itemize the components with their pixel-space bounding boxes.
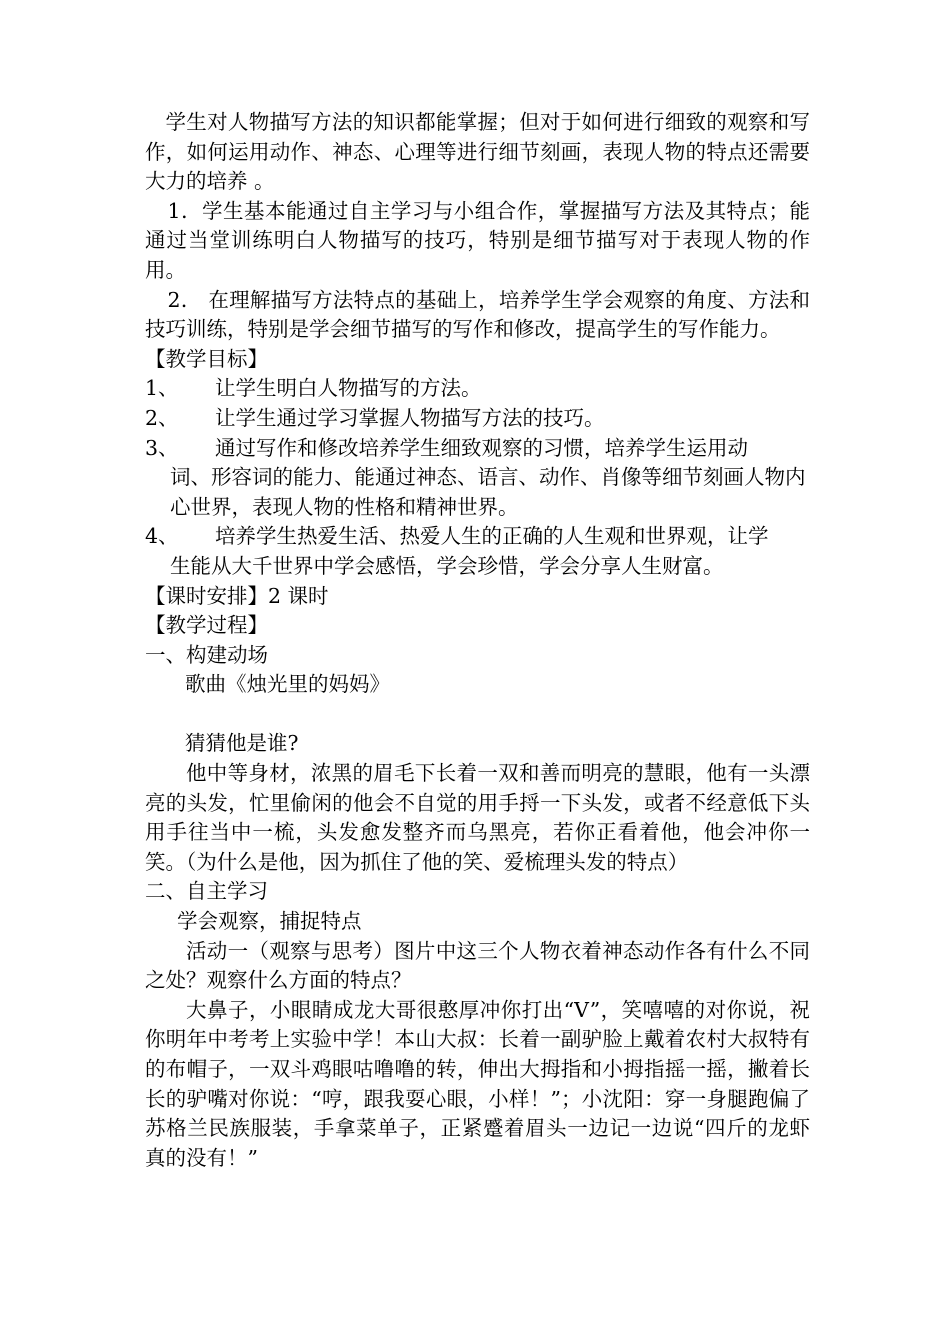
process-heading: 【教学过程】 — [145, 613, 268, 638]
objective-text: 让学生明白人物描写的方法。 — [215, 376, 482, 401]
section-2-title: 二、自主学习 — [145, 879, 268, 904]
objectives-heading: 【教学目标】 — [145, 346, 268, 371]
point-2-paragraph: 2． 在理解描写方法特点的基础上，培养学生学会观察的角度、方法和技巧训练，特别是学会细节描写的写作和修改，提高学生的写作能力。 — [145, 287, 810, 342]
objective-number: 4、 — [145, 524, 179, 549]
objective-item-4 — [145, 522, 810, 581]
guess-description-paragraph: 他中等身材，浓黑的眉毛下长着一双和善而明亮的慧眼，他有一头漂亮的头发，忙里偷闲的他会不自觉的用手捋一下头发，或者不经意低下头用手往当中一梳，头发愈发整齐而乌黑亮，若你正看着他，他会冲你一笑。（为什么是他，因为抓住了他的笑、爱梳理头发的特点） — [145, 761, 810, 874]
activity-paragraph: 活动一（观察与思考）图片中这三个人物衣着神态动作各有什么不同之处？观察什么方面的特点？ — [145, 938, 810, 993]
point-1-paragraph: 1．学生基本能通过自主学习与小组合作，掌握描写方法及其特点；能通过当堂训练明白人物描写的技巧，特别是细节描写对于表现人物的作用。 — [145, 198, 810, 282]
objective-item-3 — [145, 434, 810, 523]
guess-line: 猜猜他是谁? — [185, 731, 299, 756]
section-1-title: 一、构建动场 — [145, 642, 268, 667]
objective-text-continued: 词、形容词的能力、能通过神态、语言、动作、肖像等细节刻画人物内心世界，表现人物的性格和精神世界。 — [170, 465, 806, 519]
intro-paragraph: 学生对人物描写方法的知识都能掌握；但对于如何进行细致的观察和写作，如何运用动作、神态、心理等进行细节刻画，表现人物的特点还需要大力的培养 。 — [145, 110, 810, 194]
objective-item-1 — [145, 374, 810, 404]
document-page — [145, 108, 810, 1173]
objective-number: 2、 — [145, 405, 179, 430]
objective-text: 培养学生热爱生活、热爱人生的正确的人生观和世界观，让学 — [215, 524, 769, 549]
objective-number: 1、 — [145, 376, 179, 401]
objective-text: 通过写作和修改培养学生细致观察的习惯，培养学生运用动 — [215, 435, 748, 460]
objective-text: 让学生通过学习掌握人物描写方法的技巧。 — [215, 405, 605, 430]
section-2-subtitle: 学会观察，捕捉特点 — [177, 909, 362, 934]
objective-item-2 — [145, 404, 810, 434]
objective-number: 3、 — [145, 435, 179, 460]
characters-paragraph: 大鼻子，小眼睛成龙大哥很憨厚冲你打出“V”，笑嘻嘻的对你说，祝你明年中考考上实验中学！本山大叔：长着一副驴脸上戴着农村大叔特有的布帽子，一双斗鸡眼咕噜噜的转，伸出大拇指和小拇指摇一摇，撇着长长的驴嘴对你说：“哼，跟我耍心眼，小样！”；小沈阳：穿一身腿跑偏了苏格兰民族服装，手拿菜单子，正紧蹙着眉头一边记一边说“四斤的龙虾真的没有！” — [145, 997, 810, 1170]
objective-text-continued: 生能从大千世界中学会感悟，学会珍惜，学会分享人生财富。 — [170, 553, 724, 578]
song-line: 歌曲《烛光里的妈妈》 — [185, 672, 390, 697]
blank-line — [145, 700, 810, 730]
schedule-line: 【课时安排】2 课时 — [145, 583, 329, 608]
